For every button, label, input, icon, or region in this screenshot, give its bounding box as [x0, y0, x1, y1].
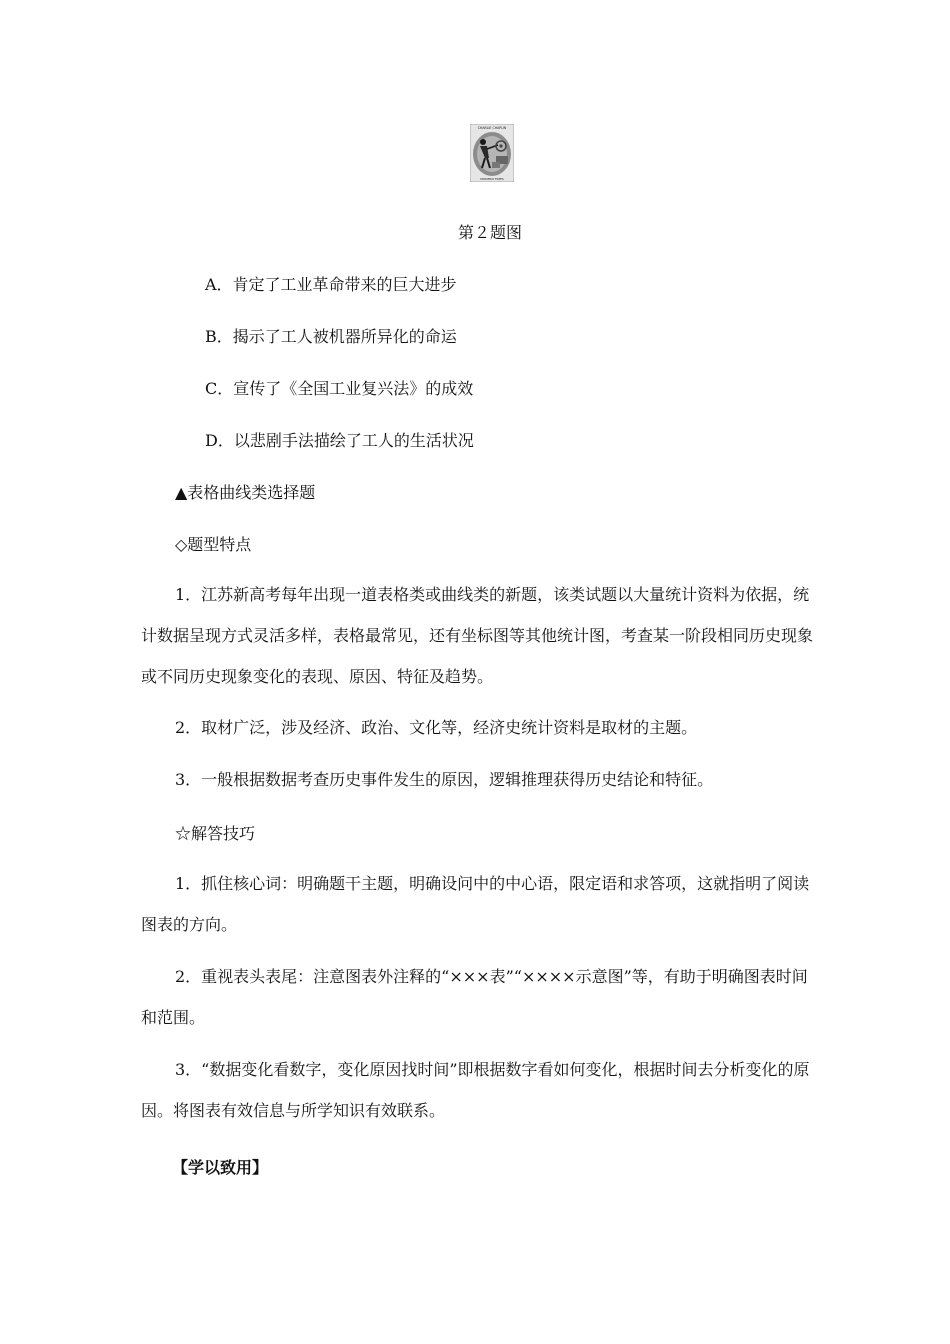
poster-title: CHARLIE CHAPLIN — [477, 126, 507, 130]
feature-paragraph-3: 3．一般根据数据考查历史事件发生的原因，逻辑推理获得历史结论和特征。 — [175, 770, 714, 789]
option-d: D．以悲剧手法描绘了工人的生活状况 — [205, 431, 474, 450]
section-title: ▲表格曲线类选择题 — [175, 483, 316, 502]
figure-caption: 第２题图 — [457, 223, 522, 242]
features-title: ◇题型特点 — [175, 535, 252, 554]
option-c: C．宣传了《全国工业复兴法》的成效 — [205, 379, 474, 398]
poster-image — [470, 124, 514, 182]
tip-paragraph-2: 2．重视表头表尾：注意图表外注释的“×××表”“××××示意图”等，有助于明确图表时间和范围。 — [141, 967, 808, 1027]
tips-title: ☆解答技巧 — [175, 824, 256, 843]
poster-subtitle: MODERN TIMES — [480, 177, 504, 181]
feature-paragraph-1: 1．江苏新高考每年出现一道表格类或曲线类的新题，该类试题以大量统计资料为依据，统计数据呈现方式灵活多样，表格最常见，还有坐标图等其他统计图，考查某一阶段相同历史现象或不同历史现象变化的表现、原因、特征及趋势。 — [141, 585, 814, 686]
tip-paragraph-3: 3．“数据变化看数字，变化原因找时间”即根据数字看如何变化，根据时间去分析变化的原因。将图表有效信息与所学知识有效联系。 — [141, 1060, 810, 1120]
feature-paragraph-2: 2．取材广泛，涉及经济、政治、文化等，经济史统计资料是取材的主题。 — [175, 718, 698, 737]
option-a: A．肯定了工业革命带来的巨大进步 — [205, 275, 457, 294]
poster-illustration — [470, 124, 514, 182]
tip-paragraph-1: 1．抓住核心词：明确题干主题，明确设问中的中心语，限定语和求答项，这就指明了阅读图表的方向。 — [141, 874, 810, 934]
option-b: B．揭示了工人被机器所异化的命运 — [205, 327, 457, 346]
practice-title: 【学以致用】 — [172, 1158, 269, 1177]
